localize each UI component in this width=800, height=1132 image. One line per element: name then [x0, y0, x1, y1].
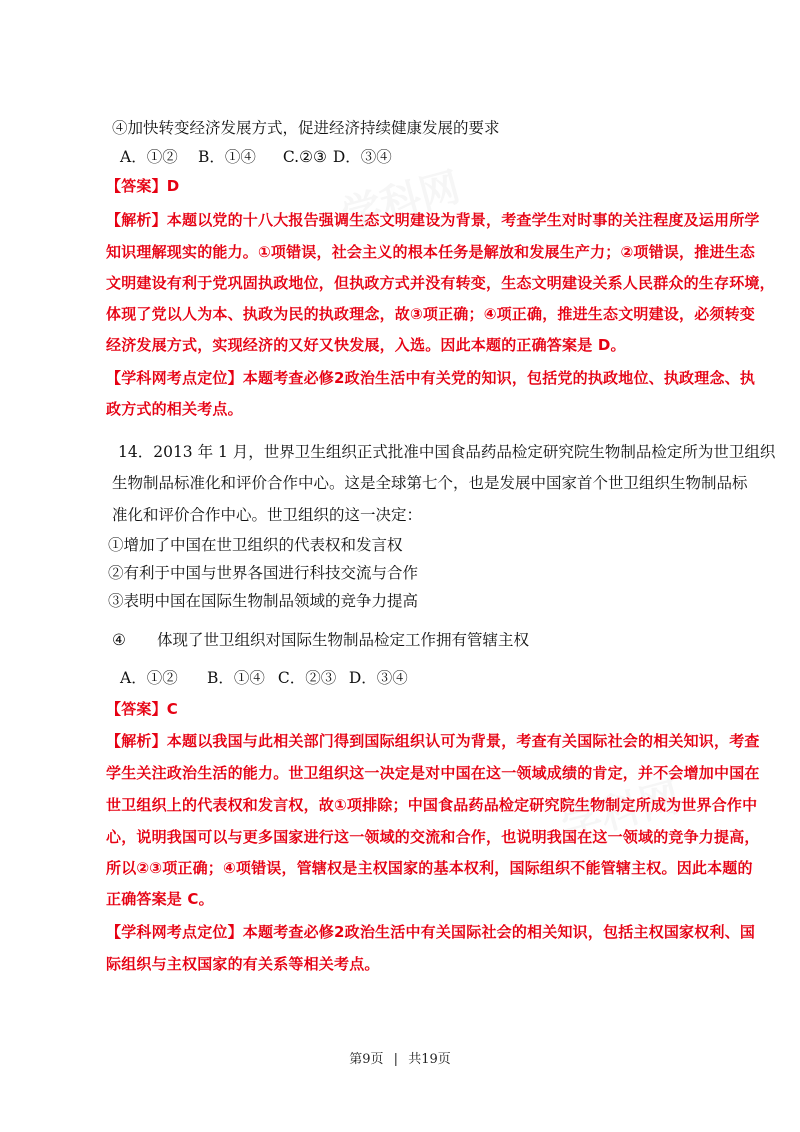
q13-option-c: C.②③ — [282, 148, 327, 166]
q14-item-4-number: ④ — [112, 631, 126, 649]
q14-item-1: ①增加了中国在世卫组织的代表权和发言权 — [108, 536, 403, 554]
q14-option-a: A．①② — [120, 669, 178, 687]
q14-item-3: ③表明中国在国际生物制品领域的竞争力提高 — [108, 592, 419, 610]
q13-analysis-line: 【解析】本题以党的十八大报告强调生态文明建设为背景，考查学生对时事的关注程度及运用所学 — [106, 211, 760, 229]
page-number: 第9页 — [349, 1052, 384, 1067]
q14-stem-line: 生物制品标准化和评价合作中心。这是全球第七个，也是发展中国家首个世卫组织生物制品标 — [112, 474, 748, 492]
q13-option-d: D．③④ — [332, 148, 392, 166]
q13-option-a: A．①② — [120, 148, 178, 166]
q14-analysis-line: 所以②③项正确；④项错误，管辖权是主权国家的基本权利，国际组织不能管辖主权。因此本题的 — [106, 859, 753, 877]
page-footer — [0, 1048, 800, 1067]
q14-analysis-line: 学生关注政治生活的能力。世卫组织这一决定是对中国在这一领域成绩的肯定，并不会增加中国在 — [106, 764, 760, 782]
watermark: 学科网 — [336, 164, 465, 240]
q13-positioning-line: 【学科网考点定位】本题考查必修2政治生活中有关党的知识，包括党的执政地位、执政理念、执 — [106, 369, 756, 387]
q13-answer: 【答案】D — [106, 177, 180, 195]
q14-item-4-text: 体现了世卫组织对国际生物制品检定工作拥有管辖主权 — [156, 631, 529, 649]
q13-option-b: B．①④ — [197, 148, 256, 166]
footer-divider: | — [393, 1052, 399, 1067]
q14-item-4 — [112, 630, 529, 650]
q14-analysis-line: 【解析】本题以我国与此相关部门得到国际组织认可为背景，考查有关国际社会的相关知识，考查 — [106, 732, 760, 750]
q14-analysis-line: 正确答案是 C。 — [106, 890, 214, 908]
q13-options — [120, 147, 392, 167]
q14-item-2: ②有利于中国与世界各国进行科技交流与合作 — [108, 564, 419, 582]
q14-option-d: D．③④ — [348, 669, 408, 687]
q13-positioning-line: 政方式的相关考点。 — [106, 400, 243, 418]
q13-analysis-line: 体现了党以人为本、执政为民的执政理念，故③项正确；④项正确，推进生态文明建设，必须转变 — [106, 305, 756, 323]
q14-answer: 【答案】C — [106, 700, 179, 718]
watermark: 学科网 — [556, 774, 685, 850]
q14-positioning-line: 际组织与主权国家的有关系等相关考点。 — [106, 955, 380, 973]
q13-analysis-line: 文明建设有利于党巩固执政地位，但执政方式并没有转变，生态文明建设关系人民群众的生存环境， — [106, 274, 775, 292]
q13-analysis-line: 经济发展方式，实现经济的又好又快发展，入选。因此本题的正确答案是 D。 — [106, 336, 626, 354]
q14-option-c: C．②③ — [277, 669, 337, 687]
q14-option-b: B．①④ — [206, 669, 265, 687]
q14-stem-line: 14．2013 年 1 月，世界卫生组织正式批准中国食品药品检定研究院生物制品检定所为世卫组织 — [118, 443, 776, 461]
q14-positioning-line: 【学科网考点定位】本题考查必修2政治生活中有关国际社会的相关知识，包括主权国家权利、国 — [106, 923, 756, 941]
q13-analysis-line: 知识理解现实的能力。①项错误，社会主义的根本任务是解放和发展生产力；②项错误，推进生态 — [106, 243, 756, 261]
page-total: 共19页 — [408, 1052, 451, 1067]
q14-options — [120, 668, 408, 688]
q14-analysis-line: 心，说明我国可以与更多国家进行这一领域的交流和合作，也说明我国在这一领域的竞争力提高， — [106, 828, 760, 846]
q13-item-4: ④加快转变经济发展方式，促进经济持续健康发展的要求 — [112, 119, 500, 137]
q14-stem-line: 准化和评价合作中心。世卫组织的这一决定： — [112, 506, 423, 524]
q14-analysis-line: 世卫组织上的代表权和发言权，故①项排除；中国食品药品检定研究院生物制定所成为世界合作中 — [106, 796, 758, 814]
